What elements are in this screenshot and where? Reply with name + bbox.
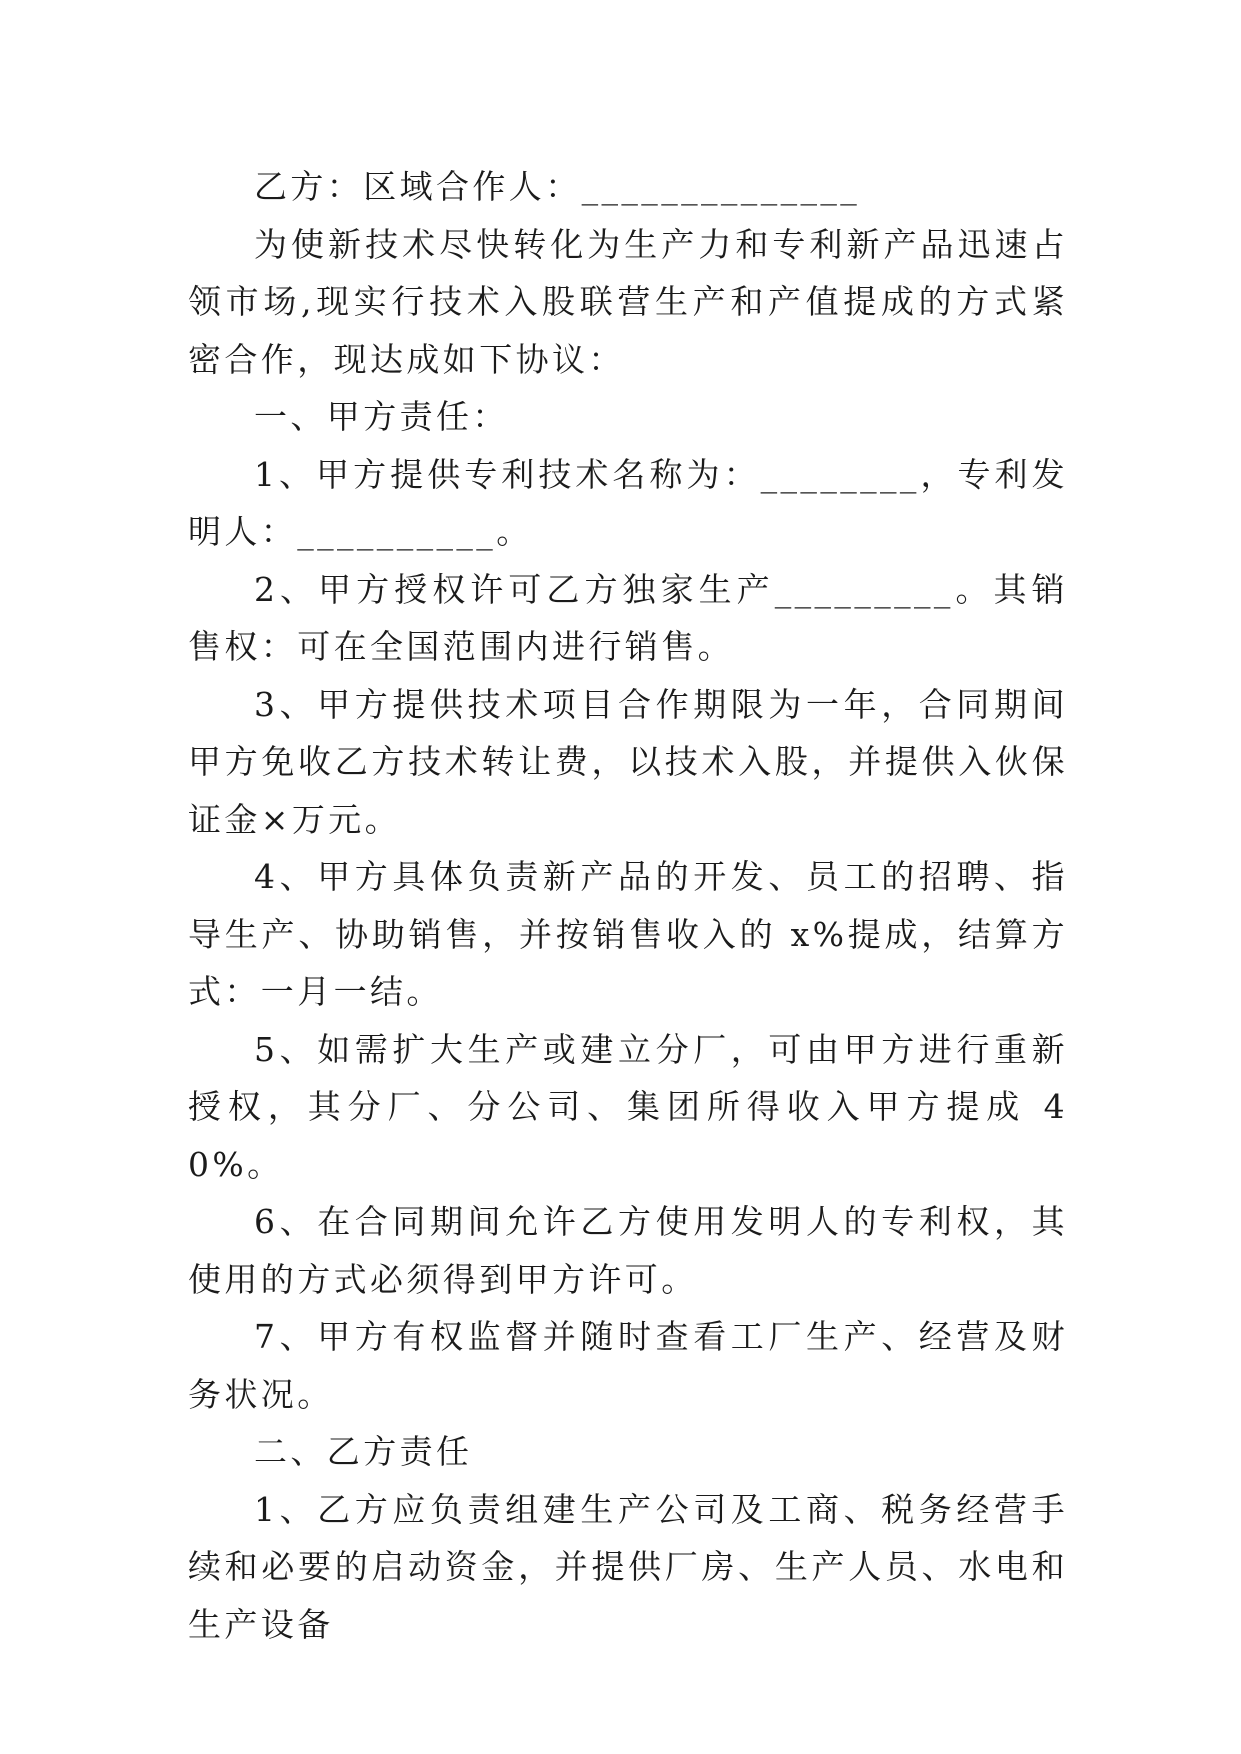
clause-a7: 7、甲方有权监督并随时查看工厂生产、经营及财务状况。: [188, 1317, 1068, 1414]
clause-a3: 3、甲方提供技术项目合作期限为一年，合同期间甲方免收乙方技术转让费，以技术入股，并提供入伙保证金×万元。: [188, 684, 1068, 839]
clause-a6: 6、在合同期间允许乙方使用发明人的专利权，其使用的方式必须得到甲方许可。: [188, 1202, 1068, 1299]
clause-b1: 1、乙方应负责组建生产公司及工商、税务经营手续和必要的启动资金，并提供厂房、生产人员、水电和生产设备: [188, 1489, 1068, 1644]
clause-a4: 4、甲方具体负责新产品的开发、员工的招聘、指导生产、协助销售，并按销售收入的 x%提成，结算方式：一月一结。: [188, 857, 1068, 1011]
document-body: [188, 158, 1068, 1653]
clause-a1: 1、甲方提供专利技术名称为：________，专利发明人：__________。: [188, 454, 1068, 551]
party-b-line: 乙方：区域合作人：______________: [254, 167, 861, 206]
section-heading-party-b: 二、乙方责任: [254, 1432, 473, 1471]
clause-a5: 5、如需扩大生产或建立分厂，可由甲方进行重新授权，其分厂、分公司、集团所得收入甲方提成 40%。: [188, 1029, 1068, 1184]
preamble-paragraph: 为使新技术尽快转化为生产力和专利新产品迅速占领市场,现实行技术入股联营生产和产值提成的方式紧密合作，现达成如下协议：: [188, 224, 1068, 379]
section-heading-party-a: 一、甲方责任：: [254, 397, 509, 436]
clause-a2: 2、甲方授权许可乙方独家生产_________。其销售权：可在全国范围内进行销售。: [188, 569, 1068, 666]
